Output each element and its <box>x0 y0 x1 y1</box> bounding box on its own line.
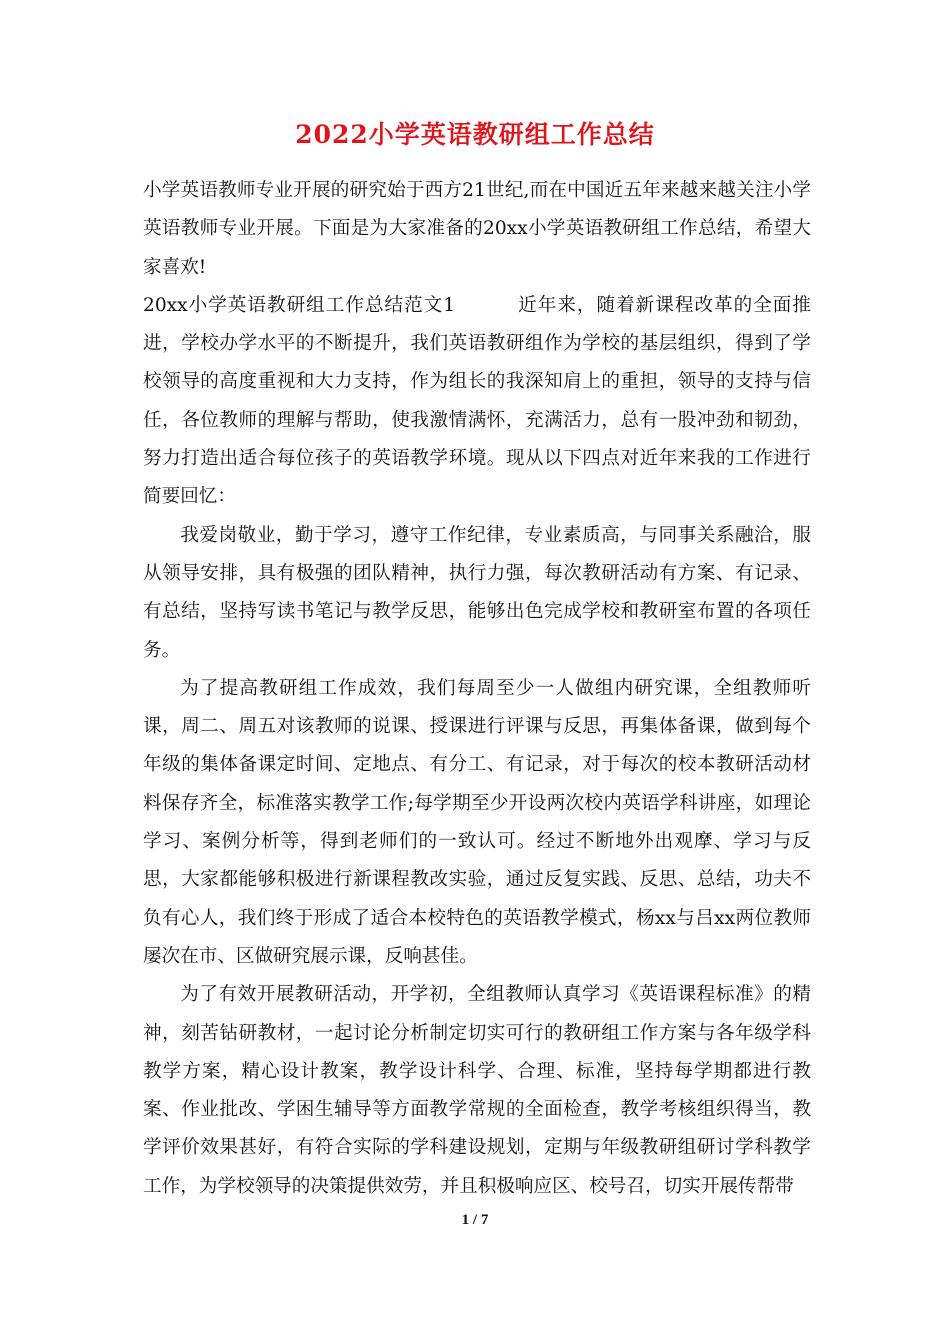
document-title: 2022小学英语教研组工作总结 <box>295 120 655 149</box>
section-lead-text: 近年来，随着新课程改革的全面推进，学校办学水平的不断提升，我们英语教研组作为学校的基层组织，得到了学校领导的高度重视和大力支持，作为组长的我深知肩上的重担，领导的支持与信任，各位教师的理解与帮助，使我激情满怀，充满活力，总有一股冲劲和韧劲，努力打造出适合每位孩子的英语教学环境。现从以下四点对近年来我的工作进行简要回忆： <box>143 294 811 508</box>
document-body <box>143 172 811 1206</box>
intro-paragraph: 小学英语教师专业开展的研究始于西方21世纪,而在中国近五年来越来越关注小学英语教师专业开展。下面是为大家准备的20xx小学英语教研组工作总结，希望大家喜欢! <box>143 180 811 278</box>
section-heading: 20xx小学英语教研组工作总结范文1 <box>143 294 456 316</box>
page-number: 1 / 7 <box>461 1212 489 1228</box>
section-paragraph <box>143 287 811 517</box>
body-paragraph-1: 我爱岗敬业，勤于学习，遵守工作纪律，专业素质高，与同事关系融洽，服从领导安排，具有极强的团队精神，执行力强，每次教研活动有方案、有记录、有总结，坚持写读书笔记与教学反思，能够出色完成学校和教研室布置的各项任务。 <box>143 524 811 661</box>
body-paragraph-3: 为了有效开展教研活动，开学初，全组教师认真学习《英语课程标准》的精神，刻苦钻研教材，一起讨论分析制定切实可行的教研组工作方案与各年级学科教学方案，精心设计教案，教学设计科学、合理、标准，坚持每学期都进行教案、作业批改、学困生辅导等方面教学常规的全面检查，教学考核组织得当，教学评价效果甚好，有符合实际的学科建设规划，定期与年级教研组研讨学科教学工作，为学校领导的决策提供效劳，并且积极响应区、校号召，切实开展传帮带 <box>143 984 811 1197</box>
body-paragraph-2: 为了提高教研组工作成效，我们每周至少一人做组内研究课，全组教师听课，周二、周五对该教师的说课、授课进行评课与反思，再集体备课，做到每个年级的集体备课定时间、定地点、有分工、有记录，对于每次的校本教研活动材料保存齐全，标准落实教学工作;每学期至少开设两次校内英语学科讲座，如理论学习、案例分析等，得到老师们的一致认可。经过不断地外出观摩、学习与反思，大家都能够积极进行新课程教改实验，通过反复实践、反思、总结，功夫不负有心人，我们终于形成了适合本校特色的英语教学模式，杨xx与吕xx两位教师屡次在市、区做研究展示课，反响甚佳。 <box>143 677 811 967</box>
